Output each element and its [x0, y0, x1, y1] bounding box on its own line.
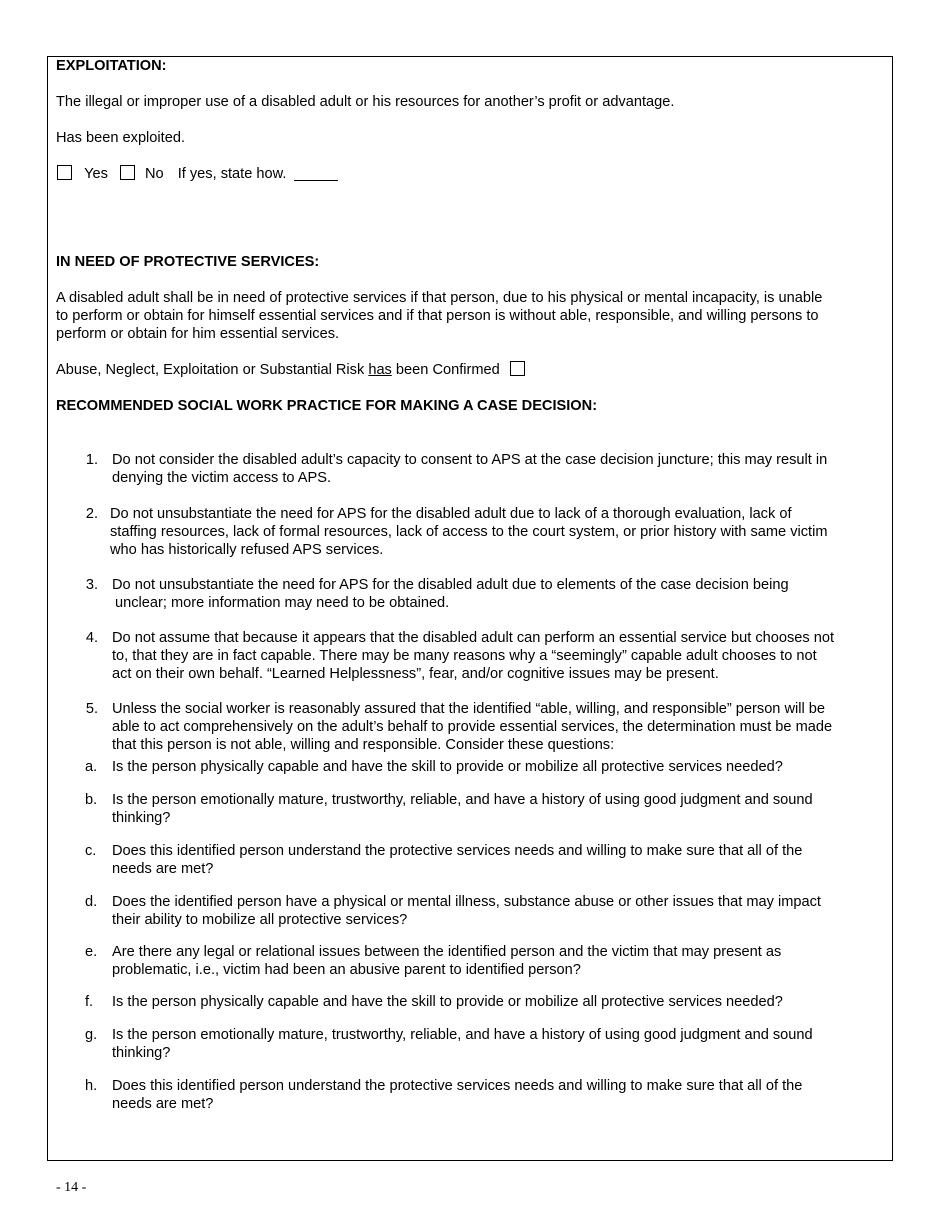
- if-yes-field[interactable]: [294, 166, 338, 181]
- yes-label: Yes: [84, 166, 108, 182]
- question-marker: b.: [85, 792, 98, 808]
- list-item-line: that this person is not able, willing and responsible. Consider these questions:: [112, 737, 615, 753]
- question-line: Is the person physically capable and have the skill to provide or mobilize all protective services needed?: [112, 994, 783, 1010]
- confirmed-row: [56, 361, 525, 379]
- confirmed-text-underlined: has: [368, 362, 392, 378]
- list-item-line: denying the victim access to APS.: [112, 470, 332, 486]
- question-marker: a.: [85, 759, 98, 775]
- question-line: thinking?: [112, 810, 171, 826]
- list-item-line: Unless the social worker is reasonably assured that the identified “able, willing, and responsible” person will be: [112, 701, 826, 717]
- question-line: Does this identified person understand the protective services needs and willing to make sure that all of the: [112, 843, 803, 859]
- list-item-line: Do not consider the disabled adult’s capacity to consent to APS at the case decision juncture; this may result in: [112, 452, 828, 468]
- question-marker: d.: [85, 894, 98, 910]
- question-marker: h.: [85, 1078, 98, 1094]
- protective-definition-line1: A disabled adult shall be in need of protective services if that person, due to his physical or mental incapacity, is unable: [56, 290, 823, 306]
- item-marker: 5.: [85, 701, 98, 717]
- question-line: thinking?: [112, 1045, 171, 1061]
- list-item-line: to, that they are in fact capable. There may be many reasons why a “seemingly” capable adult chooses to not: [112, 648, 817, 664]
- exploitation-question: Has been exploited.: [56, 130, 185, 146]
- question-line: Does the identified person have a physical or mental illness, substance abuse or other issues that may impact: [112, 894, 821, 910]
- question-marker: f.: [85, 994, 94, 1010]
- protective-definition-line2: to perform or obtain for himself essential services and if that person is without able, responsible, and willing persons to: [56, 308, 819, 324]
- item-marker: 3.: [85, 577, 98, 593]
- item-marker: 1.: [85, 452, 98, 468]
- protective-heading: IN NEED OF PROTECTIVE SERVICES:: [56, 254, 320, 270]
- question-line: problematic, i.e., victim had been an abusive parent to identified person?: [112, 962, 581, 978]
- list-item-line: Do not unsubstantiate the need for APS for the disabled adult due to elements of the case decision being: [112, 577, 789, 593]
- confirmed-text-after: been Confirmed: [395, 362, 500, 378]
- recommended-heading: RECOMMENDED SOCIAL WORK PRACTICE FOR MAKING A CASE DECISION:: [56, 398, 598, 414]
- exploitation-heading: EXPLOITATION:: [56, 58, 167, 74]
- question-line: Is the person emotionally mature, trustworthy, reliable, and have a history of using good judgment and sound: [112, 1027, 813, 1043]
- question-line: needs are met?: [112, 1096, 214, 1112]
- exploitation-definition: The illegal or improper use of a disabled adult or his resources for another’s profit or advantage.: [56, 94, 675, 110]
- confirmed-text-before: Abuse, Neglect, Exploitation or Substantial Risk: [56, 362, 365, 378]
- if-yes-label: If yes, state how.: [177, 166, 287, 182]
- question-line: their ability to mobilize all protective services?: [112, 912, 408, 928]
- question-line: Is the person physically capable and have the skill to provide or mobilize all protective services needed?: [112, 759, 783, 775]
- question-marker: g.: [85, 1027, 98, 1043]
- item-marker: 4.: [85, 630, 98, 646]
- confirmed-checkbox[interactable]: [510, 361, 525, 376]
- question-line: Is the person emotionally mature, trustworthy, reliable, and have a history of using good judgment and sound: [112, 792, 813, 808]
- exploitation-answer-row: [57, 165, 338, 183]
- question-line: Does this identified person understand the protective services needs and willing to make sure that all of the: [112, 1078, 803, 1094]
- question-marker: c.: [85, 843, 97, 859]
- no-checkbox[interactable]: [120, 165, 135, 180]
- list-item-line: Do not assume that because it appears that the disabled adult can perform an essential service but chooses not: [112, 630, 835, 646]
- list-item-line: act on their own behalf. “Learned Helplessness”, fear, and/or cognitive issues may be present.: [112, 666, 719, 682]
- question-line: Are there any legal or relational issues between the identified person and the victim that may present as: [112, 944, 782, 960]
- list-item-line: Do not unsubstantiate the need for APS for the disabled adult due to lack of a thorough evaluation, lack of: [110, 506, 792, 522]
- question-marker: e.: [85, 944, 98, 960]
- item-marker: 2.: [85, 506, 98, 522]
- no-label: No: [145, 166, 164, 182]
- question-line: needs are met?: [112, 861, 214, 877]
- yes-checkbox[interactable]: [57, 165, 72, 180]
- page-number: - 14 -: [56, 1180, 87, 1195]
- list-item-line: who has historically refused APS services.: [110, 542, 384, 558]
- list-item-line: unclear; more information may need to be obtained.: [115, 595, 450, 611]
- protective-definition-line3: perform or obtain for him essential services.: [56, 326, 340, 342]
- list-item-line: able to act comprehensively on the adult’s behalf to provide essential services, the determination must be made: [112, 719, 833, 735]
- list-item-line: staffing resources, lack of formal resources, lack of access to the court system, or prior history with same victim: [110, 524, 828, 540]
